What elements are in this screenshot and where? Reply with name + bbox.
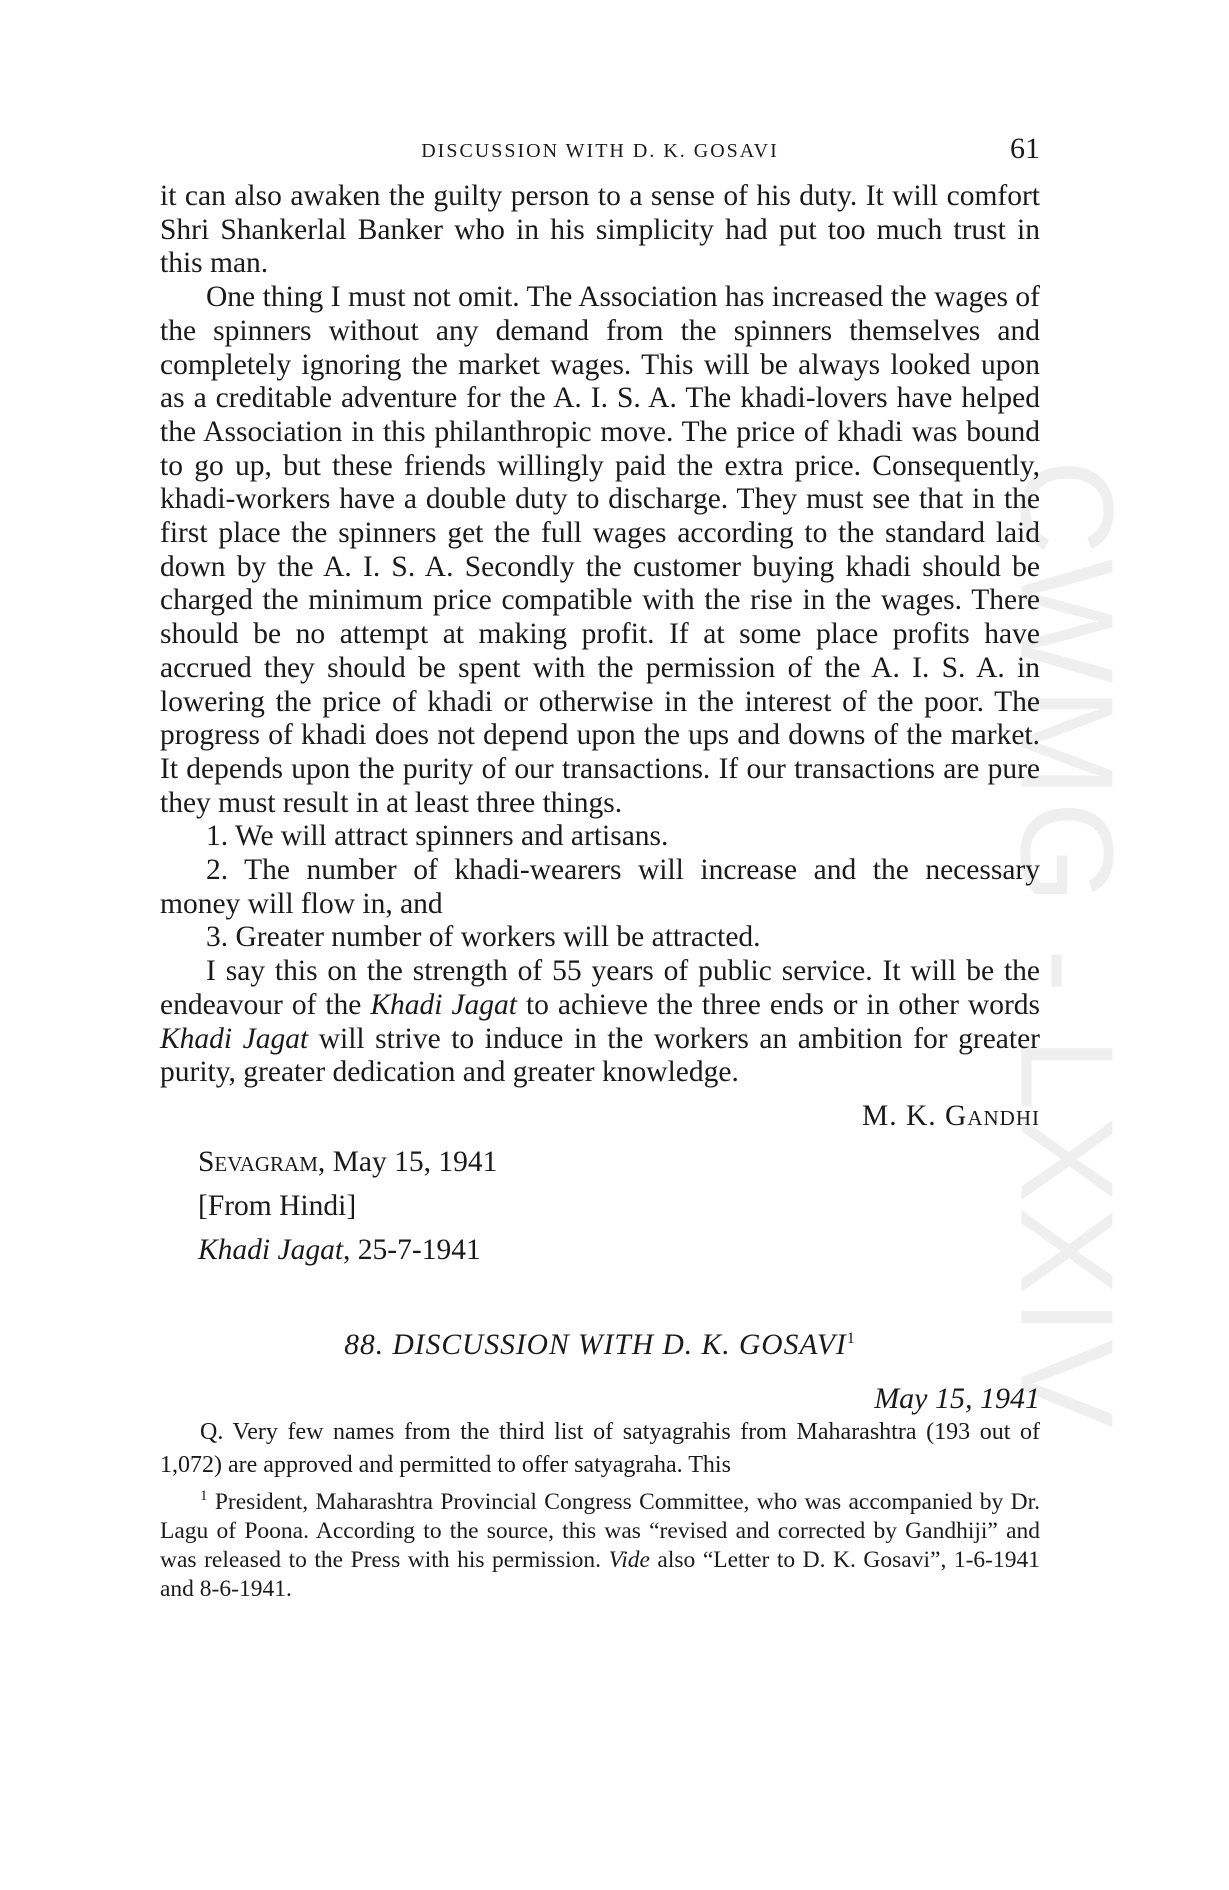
page-body [160,180,1040,1604]
footnote-vide: Vide [608,1546,650,1573]
question-paragraph [160,1416,1040,1482]
section-number: 88. [344,1328,385,1361]
footnote-text: President, Maharashtra Provincial Congress Committee, who was accompanied by Dr. Lagu of Poona. According to the source, this was “revised and corrected by Gandhiji” and was released to the Press with his permission. [160,1488,1040,1573]
closing-text-before: I say this on the strength of 55 years of public service. It will be the endeavour of the [160,955,1040,1021]
paragraph-public-service [160,955,1040,1090]
page-number: 61 [1010,132,1040,165]
footnote-reference: 1 [846,1329,856,1347]
paragraph-association-wages: One thing I must not omit. The Association has increased the wages of the spinners without any demand from the spinners themselves and completely ignoring the market wages. This will be always looked upon as a creditable adventure for the A. I. S. A. The khadi-lovers have helped the Association in this philanthropic move. The price of khadi was bound to go up, but these friends willingly paid the extra price. Consequently, khadi-workers have a double duty to discharge. They must see that in the first place the spinners get the full wages according to the standard laid down by the A. I. S. A. Secondly the customer buying khadi should be charged the minimum price compatible with the rise in the wages. There should be no attempt at making profit. If at some place profits have accrued they should be spent with the permission of the A. I. S. A. in lowering the price of khadi or otherwise in the interest of the poor. The progress of khadi does not depend upon the ups and downs of the market. It depends upon the purity of our transactions. If our transactions are pure they must result in at least three things. [160,281,1040,819]
watermark-text: CWMG - LXXIV [994,458,1142,1432]
footnote-marker: 1 [200,1487,208,1504]
khadi-jagat-title-2: Khadi Jagat [160,1022,309,1055]
paragraph-continued: it can also awaken the guilty person to a sense of his duty. It will comfort Shri Shankerlal Banker who in his simplicity had put too much trust in this man. [160,180,1040,280]
place: Sevagram [198,1145,318,1178]
footnote [160,1482,1040,1604]
khadi-jagat-title: Khadi Jagat [370,988,517,1021]
list-item-workers: 3. Greater number of workers will be attracted. [206,921,761,954]
source-title: Khadi Jagat [198,1233,344,1266]
list-item-attract-spinners: 1. We will attract spinners and artisans. [206,820,669,853]
section-heading [160,1322,1040,1363]
page-header [160,132,1040,172]
question-label: Q. [200,1418,224,1445]
source-date: , 25-7-1941 [343,1233,481,1266]
question-text: Very few names from the third list of satyagrahis from Maharashtra (193 out of 1,072) are approved and permitted to offer satyagraha. This [160,1418,1040,1478]
place-date: , May 15, 1941 [317,1145,498,1178]
dateline-block [160,1140,1040,1272]
running-title: DISCUSSION WITH D. K. GOSAVI [421,140,779,162]
closing-text-after: will strive to induce in the workers an ambition for greater purity, greater dedication and greater knowledge. [160,1022,1041,1089]
signature: M. K. Gandhi [862,1099,1040,1132]
section-date: May 15, 1941 [874,1382,1040,1416]
list-item-khadi-wearers: 2. The number of khadi-wearers will increase and the necessary money will flow in, and [160,854,1040,920]
footnote-text-after: also “Letter to D. K. Gosavi”, 1-6-1941 and 8-6-1941. [160,1546,1040,1602]
closing-text-middle: to achieve the three ends or in other words [517,988,1041,1021]
translation-note: [From Hindi] [198,1189,357,1222]
place-date-line [198,1140,1040,1184]
section-title: DISCUSSION WITH D. K. GOSAVI [392,1328,847,1361]
source-line [198,1228,1040,1272]
